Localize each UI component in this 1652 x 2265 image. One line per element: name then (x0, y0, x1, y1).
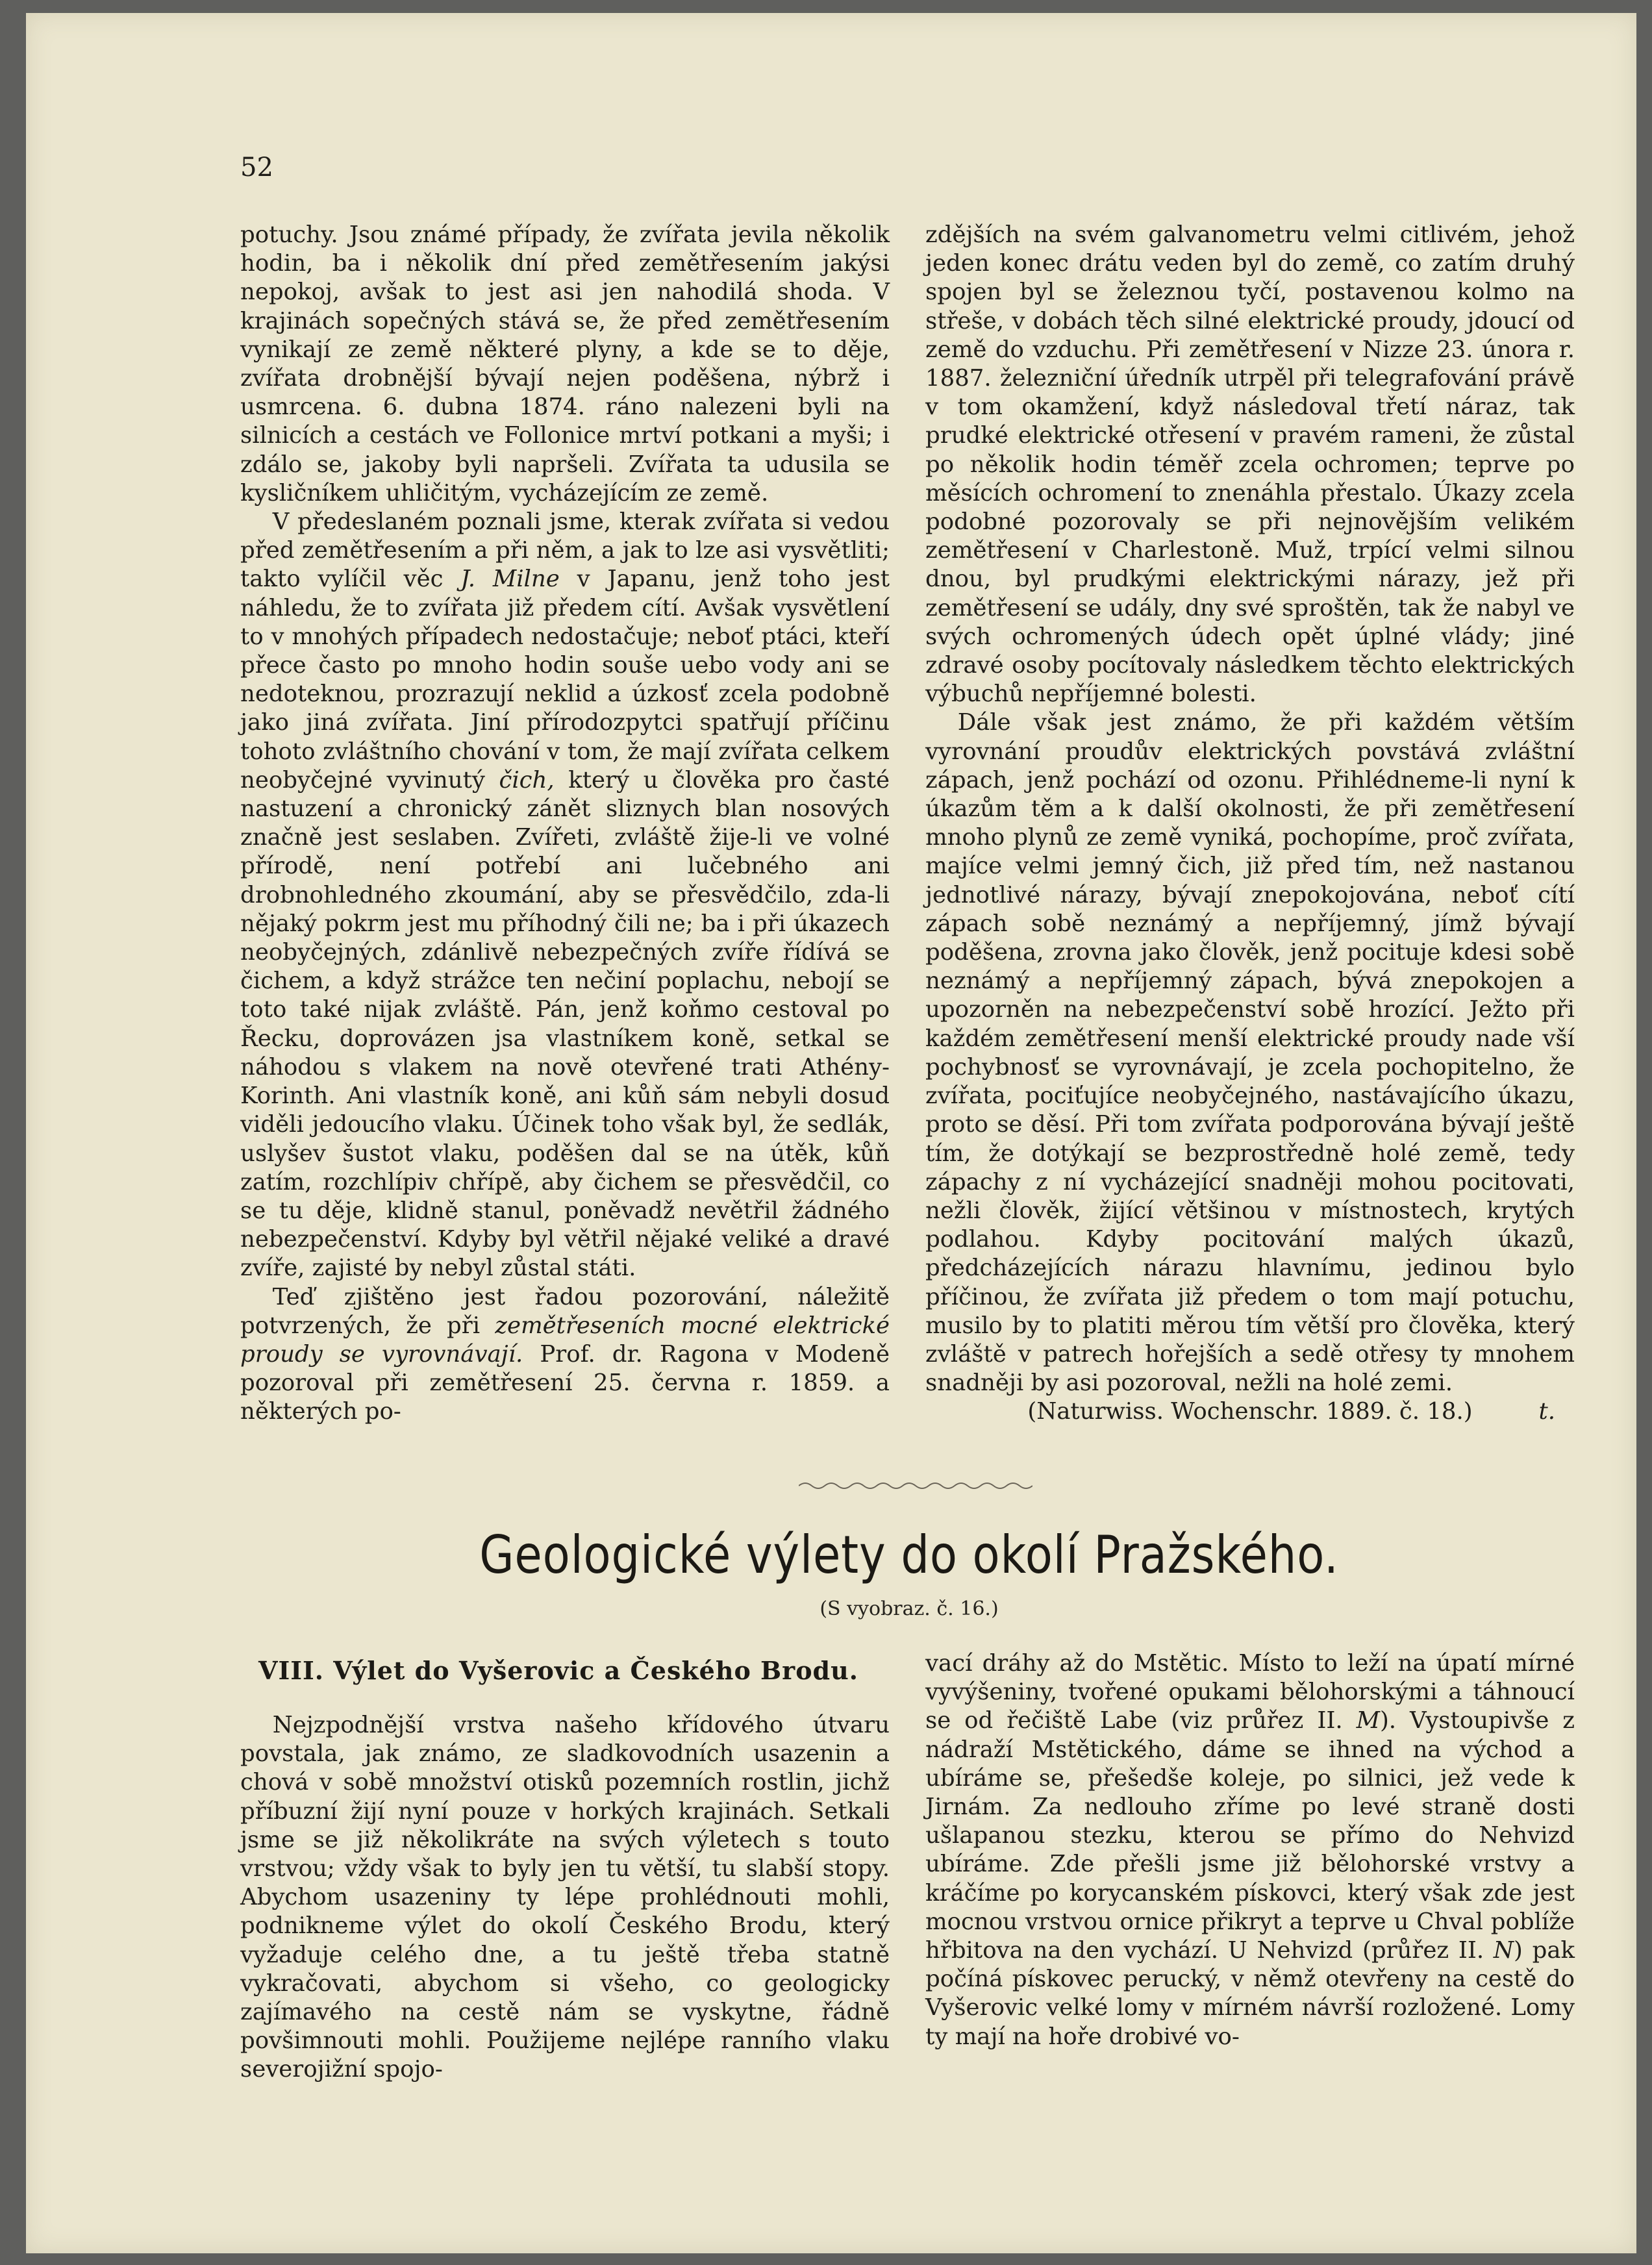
emphasis: N (1493, 1937, 1514, 1964)
right-column-bottom (925, 1649, 1575, 2051)
article-subtitle: (S vyobraz. č. 16.) (820, 1597, 999, 1620)
left-column-top (240, 221, 890, 1427)
paragraph: Dále však jest známo, že při každém větším vyrovnání proudův elektrických povstává zvláštní zápach, jenž pochází od ozonu. Přihlédneme-li nyní k úkazům těm a k další okolnosti, že při zemětřesení mnoho plynů ze země vyniká, pochopíme, proč zvířata, majíce velmi jemný čich, již před tím, než nastanou jednotlivé nárazy, bývají znepokojována, neboť cítí zápach sobě neznámý a nepříjemný, jímž bývají poděšena, zrovna jako člověk, jenž pocituje kdesi sobě neznámý a nepříjemný zápach, bývá znepokojen a upozorněn na nebezpečenství sobě hrozící. Ježto při každém zemětřesení menší elektrické proudy nade vší pochybnosť se vyrovnávají, je zcela pochopitelno, že zvířata, pociťujíce neobyčejného, nastávajícího úkazu, proto se děsí. Při tom zvířata podporována bývají ještě tím, že dotýkají se bezprostředně holé země, tedy zápachy z ní vycházející snadněji mohou pocitovati, nežli člověk, žijící většinou v místnostech, krytých podlahou. Kdyby pocitování malých úkazů, předcházejících nárazu hlavnímu, jedinou bylo příčinou, že zvířata již předem o tom mají potuchu, musilo by to platiti měrou tím větší pro člověka, který zvláště v patrech hořejších a sedě otřesy ty mnohem snadněji by asi pozoroval, nežli na holé zemi. (925, 709, 1575, 1397)
page-number: 52 (240, 153, 273, 182)
paragraph: Teď zjištěno jest řadou pozorování, náležitě potvrzených, že při zemětřeseních mocné elektrické proudy se vyrovnávají. Prof. dr. Ragona v Modeně pozoroval při zemětřesení 25. června r. 1859. a některých po- (240, 1283, 890, 1425)
paragraph: V předeslaném poznali jsme, kterak zvířata si vedou před zemětřesením a při něm, a jak to lze asi vysvětliti; takto vylíčil věc J. Milne v Japanu, jenž toho jest náhledu, že to zvířata již předem cítí. Avšak vysvětlení to v mnohých případech nedostačuje; neboť ptáci, kteří přece často po mnoho hodin souše uebo vody ani se nedoteknou, prozrazují neklid a úzkosť zcela podobně jako jiná zvířata. Jiní přírodozpytci spatřují příčinu tohoto zvláštního chování v tom, že mají zvířata celkem neobyčejné vyvinutý čich, který u člověka pro časté nastuzení a chronický zánět sliznych blan nosových značně jest seslaben. Zvířeti, zvláště žije-li ve volné přírodě, není potřebí ani lučebného ani drobnohledného zkoumání, aby se přesvědčilo, zda-li nějaký pokrm jest mu příhodný čili ne; ba i při úkazech neobyčejných, zdánlivě nebezpečných zvíře řídívá se čichem, a když strážce ten nečiní poplachu, nebojí se toto také nijak zvláště. Pán, jenž koňmo cestoval po Řecku, doprovázen jsa vlastníkem koně, setkal se náhodou s vlakem na nově otevřené trati Athény-Korinth. Ani vlastník koně, ani kůň sám nebyli dosud viděli jedoucího vlaku. Účinek toho však byl, že sedlák, uslyšev šustot vlaku, poděšen dal se na útěk, kůň zatím, rozchlípiv chřípě, aby čichem se přesvědčil, co se tu děje, klidně stanul, poněvadž nevětřil žádného nebezpečenství. Kdyby byl větřil nějaké veliké a dravé zvíře, zajisté by nebyl zůstal státi. (240, 508, 890, 1282)
emphasis: M (1356, 1707, 1380, 1734)
left-column-bottom (240, 1711, 890, 2084)
paragraph: vací dráhy až do Mstětic. Místo to leží na úpatí mírné vyvýšeniny, tvořené opukami bělohorskými a táhnoucí se od řečiště Labe (viz průřez II. M). Vystoupivše z nádraží Mstětického, dáme se ihned na východ a ubíráme se, přešedše koleje, po silnici, jež vede k Jirnám. Za nedlouho zříme po levé straně dosti ušlapanou stezku, kterou se přímo do Nehvizd ubíráme. Zde přešli jsme již bělohorské vrstvy a kráčíme po korycanském pískovci, který však zde jest mocnou vrstvou ornice přikryt a teprve u Chval poblíže hřbitova na den vychází. U Nehvizd (průřez II. N) pak počíná pískovec perucký, v němž otevřeny na cestě do Vyšerovic velké lomy v mírném návrší rozložené. Lomy ty mají na hoře drobivé vo- (925, 1650, 1575, 2050)
paragraph: potuchy. Jsou známé případy, že zvířata jevila několik hodin, ba i několik dní před zemětřesením jakýsi nepokoj, avšak to jest asi jen nahodilá shoda. V krajinách sopečných stává se, že před zemětřesením vynikají ze země některé plyny, a kde se to děje, zvířata drobnější bývají nejen poděšena, nýbrž i usmrcena. 6. dubna 1874. ráno nalezeni byli na silnicích a cestách ve Follonice mrtví potkani a myši; i zdálo se, jakoby byli napršeli. Zvířata ta udusila se kysličníkem uhličitým, vycházejícím ze země. (240, 221, 890, 507)
section-heading: VIII. Výlet do Vyšerovic a Českého Brodu. (258, 1656, 858, 1685)
author-name: J. Milne (460, 566, 560, 593)
emphasis: zemětřeseních mocné elektrické proudy se vyrovnávají. (240, 1312, 890, 1368)
author-initial: t. (1538, 1398, 1555, 1425)
emphasis: čich, (499, 766, 555, 794)
source-reference: (Naturwiss. Wochenschr. 1889. č. 18.) (1027, 1398, 1473, 1425)
paragraph: Nejzpodnější vrstva našeho křídového útvaru povstala, jak známo, ze sladkovodních usazenin a chová v sobě množství otisků pozemních rostlin, jichž příbuzní žijí nyní pouze v horkých krajinách. Setkali jsme se již několikráte na svých výletech s touto vrstvou; vždy však to byly jen tu větší, tu slabší stopy. Abychom usazeniny ty lépe prohlédnouti mohli, podnikneme výlet do okolí Českého Brodu, který vyžaduje celého dne, a tu ještě třeba statně vykračovati, abychom si všeho, co geologicky zajímavého na cestě nám se vyskytne, řádně povšimnouti mohli. Použijeme nejlépe ranního vlaku severojižní spojo- (240, 1712, 890, 2083)
ornamental-divider (799, 1479, 1032, 1492)
book-page (26, 13, 1636, 2253)
paragraph: zdějších na svém galvanometru velmi citlivém, jehož jeden konec drátu veden byl do země, co zatím druhý spojen byl se železnou tyčí, postavenou kolmo na střeše, v dobách těch silné elektrické proudy, jdoucí od země do vzduchu. Při zemětřesení v Nizze 23. února r. 1887. železniční úředník utrpěl při telegrafování právě v tom okamžení, když následoval třetí náraz, tak prudké elektrické otřesení v pravém rameni, že zůstal po několik hodin téměř zcela ochromen; teprve po měsících ochromení to znenáhla přestalo. Úkazy zcela podobné pozorovaly se při nejnovějším velikém zemětřesení v Charlestoně. Muž, trpící velmi silnou dnou, byl prudkými elektrickými nárazy, jež při zemětřesení se udály, dny své sproštěn, tak že nabyl ve svých ochromených údech opět úplné vlády; jiné zdravé osoby pocítovaly následkem těchto elektrických výbuchů nepříjemné bolesti. (925, 221, 1575, 708)
article-title: Geologické výlety do okolí Pražského. (479, 1525, 1339, 1585)
source-line (925, 1397, 1575, 1426)
right-column-top (925, 221, 1575, 1427)
